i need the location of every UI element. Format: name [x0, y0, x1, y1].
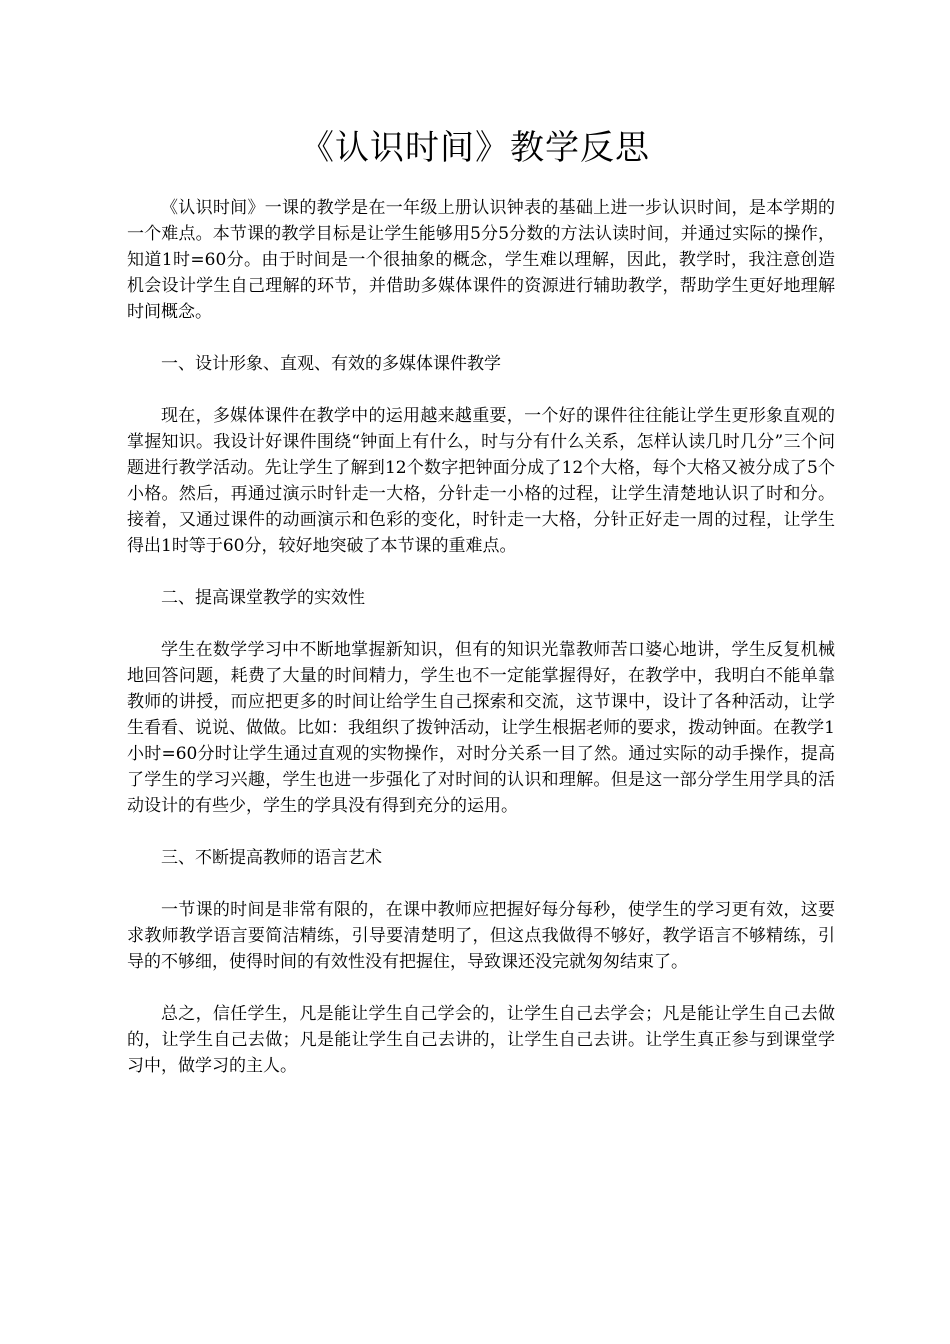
section-2-paragraph: 学生在数学学习中不断地掌握新知识，但有的知识光靠教师苦口婆心地讲，学生反复机械地回答问题，耗费了大量的时间精力，学生也不一定能掌握得好，在教学中，我明白不能单靠教师的讲授，而应把更多的时间让给学生自己探索和交流，这节课中，设计了各种活动，让学生看看、说说、做做。比如：我组织了拨钟活动，让学生根据老师的要求，拨动钟面。在教学1小时=60分时让学生通过直观的实物操作，对时分关系一目了然。通过实际的动手操作，提高了学生的学习兴趣，学生也进一步强化了对时间的认识和理解。但是这一部分学生用学具的活动设计的有些少，学生的学具没有得到充分的运用。: [127, 640, 835, 816]
section-heading-3: 三、不断提高教师的语言艺术: [161, 848, 382, 868]
document-title: 《认识时间》教学反思: [300, 128, 650, 168]
section-heading-1: 一、设计形象、直观、有效的多媒体课件教学: [161, 354, 501, 374]
intro-paragraph: 《认识时间》一课的教学是在一年级上册认识钟表的基础上进一步认识时间，是本学期的一个难点。本节课的教学目标是让学生能够用5分5分数的方法认读时间，并通过实际的操作，知道1时=60分。由于时间是一个很抽象的概念，学生难以理解，因此，教学时，我注意创造机会设计学生自己理解的环节，并借助多媒体课件的资源进行辅助教学，帮助学生更好地理解时间概念。: [127, 198, 835, 322]
section-3-paragraph: 一节课的时间是非常有限的，在课中教师应把握好每分每秒，使学生的学习更有效，这要求教师教学语言要简洁精练，引导要清楚明了，但这点我做得不够好，教学语言不够精练，引导的不够细，使得时间的有效性没有把握住，导致课还没完就匆匆结束了。: [127, 900, 835, 972]
conclusion-paragraph: 总之，信任学生，凡是能让学生自己学会的，让学生自己去学会；凡是能让学生自己去做的，让学生自己去做；凡是能让学生自己去讲的，让学生自己去讲。让学生真正参与到课堂学习中，做学习的主人。: [127, 1004, 835, 1076]
document-body: [127, 195, 835, 1105]
section-heading-2: 二、提高课堂教学的实效性: [161, 588, 365, 608]
section-1-paragraph: 现在，多媒体课件在教学中的运用越来越重要，一个好的课件往往能让学生更形象直观的掌握知识。我设计好课件围绕“钟面上有什么，时与分有什么关系，怎样认读几时几分”三个问题进行教学活动。先让学生了解到12个数字把钟面分成了12个大格，每个大格又被分成了5个小格。然后，再通过演示时针走一大格，分针走一小格的过程，让学生清楚地认识了时和分。接着，又通过课件的动画演示和色彩的变化，时针走一大格，分针正好走一周的过程，让学生得出1时等于60分，较好地突破了本节课的重难点。: [127, 406, 835, 556]
